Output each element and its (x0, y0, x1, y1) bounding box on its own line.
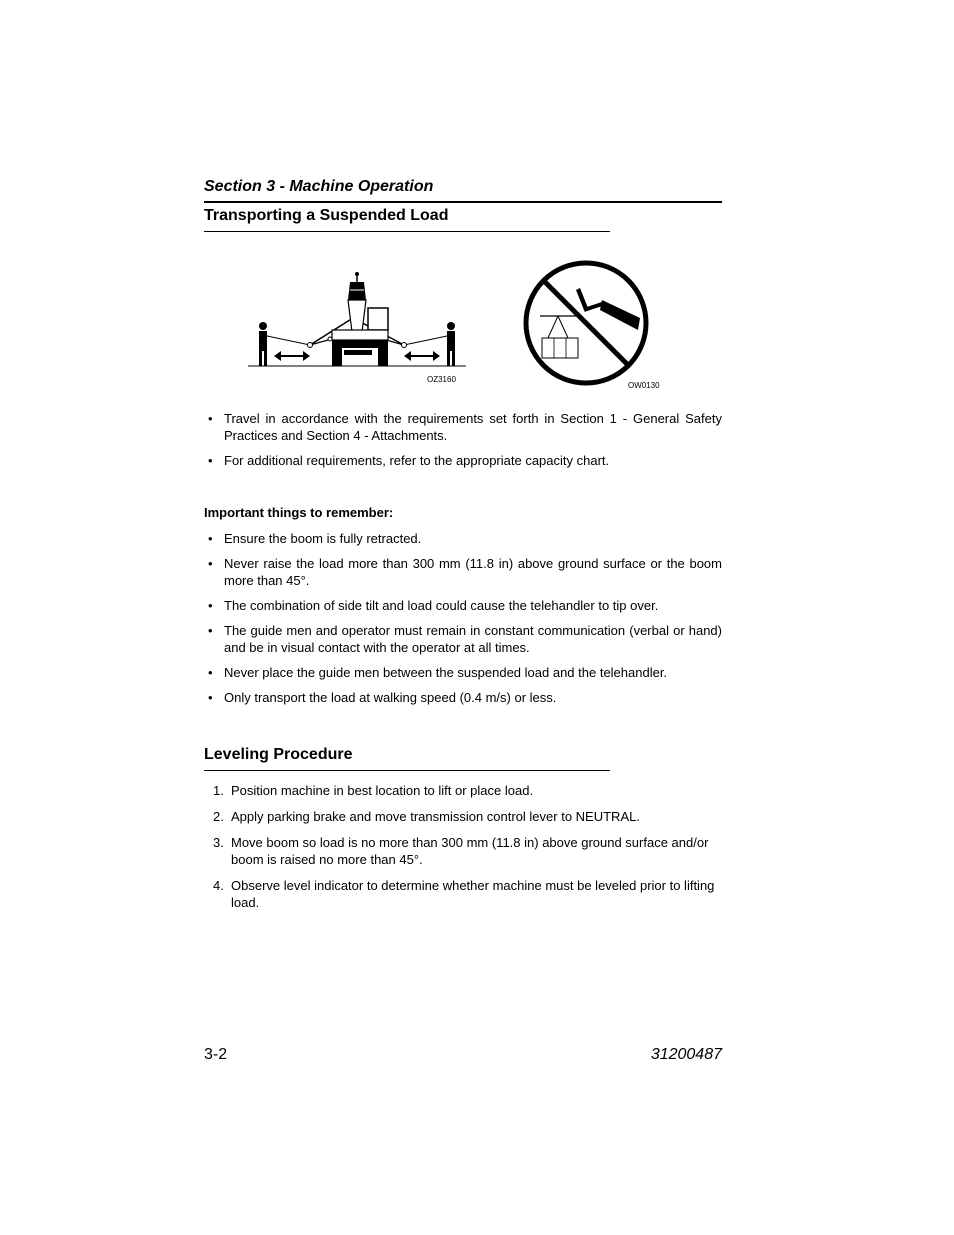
list-item: • The guide men and operator must remain in constant communication (verbal or hand) and be in visual contact with the operator at all times. (204, 622, 722, 656)
list-item: • For additional requirements, refer to the appropriate capacity chart. (204, 452, 722, 469)
list-item: • The combination of side tilt and load could cause the telehandler to tip over. (204, 597, 722, 614)
step-text: Position machine in best location to lift or place load. (231, 783, 534, 798)
list-item (204, 877, 722, 911)
double-arrow-right-icon (404, 351, 440, 361)
step-text: Move boom so load is no more than 300 mm (11.8 in) above ground surface and/or boom is raised no more than 45°. (231, 835, 709, 867)
figure-right-label: OW0130 (628, 381, 660, 390)
document-number: 31200487 (650, 1046, 722, 1063)
figure-left-label: OZ3160 (427, 375, 456, 384)
list-item (204, 834, 722, 868)
transport-bullet-list (204, 410, 722, 477)
step-text: Apply parking brake and move transmission control lever to NEUTRAL. (231, 809, 640, 824)
list-item: • Ensure the boom is fully retracted. (204, 530, 722, 547)
double-arrow-left-icon (274, 351, 310, 361)
prohibited-transport-figure (522, 260, 650, 386)
step-number: 3. (213, 835, 224, 850)
list-item: • Never place the guide men between the suspended load and the telehandler. (204, 664, 722, 681)
leveling-steps-list (204, 782, 722, 920)
step-number: 2. (213, 809, 224, 824)
list-item: • Travel in accordance with the requirements set forth in Section 1 - General Safety Practices and Section 4 - Attachments. (204, 410, 722, 444)
list-item: • Never raise the load more than 300 mm (11.8 in) above ground surface or the boom more than 45°. (204, 555, 722, 589)
section-header: Section 3 - Machine Operation (204, 177, 722, 203)
leveling-heading: Leveling Procedure (204, 745, 610, 771)
step-text: Observe level indicator to determine whether machine must be leveled prior to lifting load. (231, 878, 715, 910)
important-bullet-list (204, 530, 722, 714)
important-heading: Important things to remember: (204, 505, 394, 520)
transport-heading: Transporting a Suspended Load (204, 206, 610, 232)
telehandler-guide-men-figure (248, 270, 466, 370)
step-number: 1. (213, 783, 224, 798)
guide-man-left-icon (259, 322, 310, 366)
step-number: 4. (213, 878, 224, 893)
guide-man-right-icon (404, 322, 455, 366)
list-item (204, 782, 722, 799)
page-number: 3-2 (204, 1046, 228, 1063)
list-item (204, 808, 722, 825)
list-item: • Only transport the load at walking speed (0.4 m/s) or less. (204, 689, 722, 706)
